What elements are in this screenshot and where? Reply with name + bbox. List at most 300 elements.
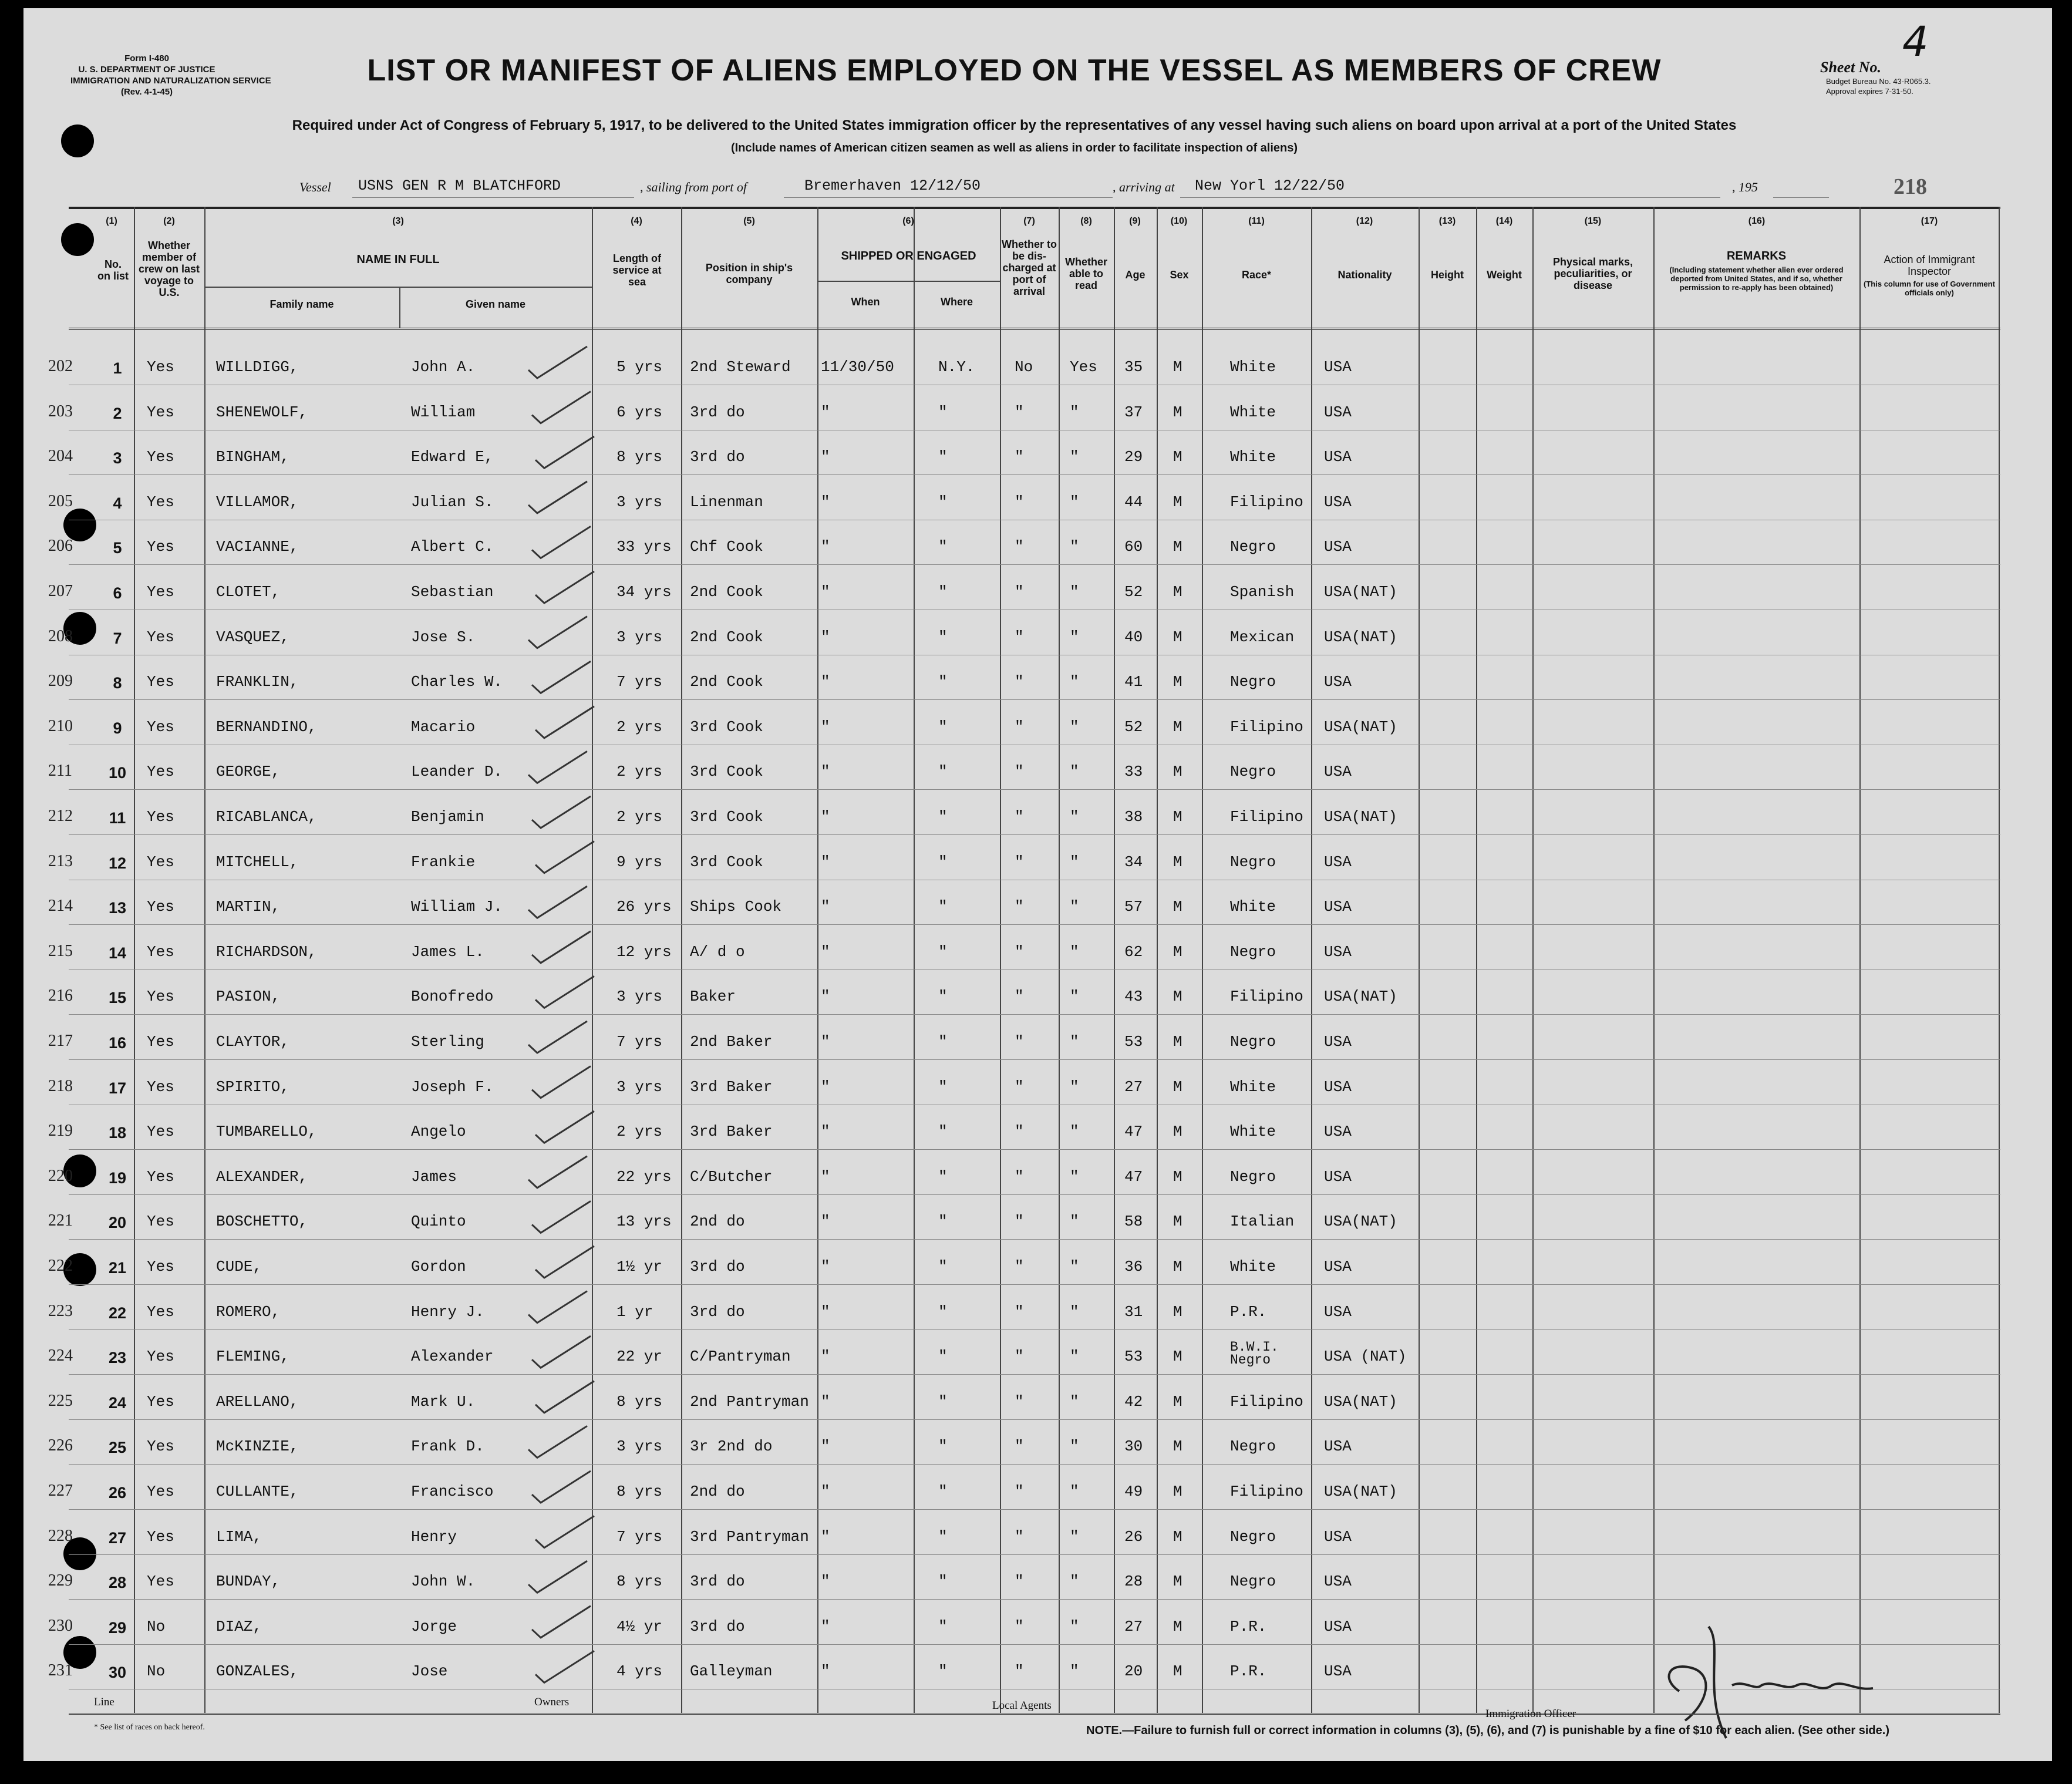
family-name-cell: GONZALES, [216, 1662, 299, 1681]
requirement-text: Required under Act of Congress of February 5, 1917, to be delivered to the United States immigration officer by the representatives of any vessel having such aliens on board upon arrival at a port of the United States [292, 117, 1737, 133]
position-cell: 3rd do [690, 1573, 745, 1591]
crew-cell: Yes [147, 1438, 174, 1456]
list-number: 29 [108, 1618, 127, 1637]
where-cell: " [938, 493, 948, 511]
line-number: 208 [48, 627, 73, 645]
sex-cell: M [1173, 1167, 1182, 1186]
position-cell: 3rd do [690, 1258, 745, 1275]
able-read-cell: " [1070, 853, 1079, 871]
service-cell: 12 yrs [616, 943, 672, 961]
crew-cell: Yes [147, 1527, 174, 1546]
hdr-no-on-list: No. on list [97, 258, 129, 282]
sex-cell: M [1173, 1348, 1182, 1366]
check-mark [532, 526, 591, 558]
family-name-cell: BERNANDINO, [216, 718, 317, 736]
discharged-cell: " [1015, 1078, 1024, 1096]
list-number: 12 [108, 854, 127, 872]
sex-cell: M [1173, 1033, 1182, 1051]
footer-officer-label: Immigration Officer [1485, 1708, 1576, 1720]
able-read-cell: " [1070, 673, 1079, 691]
discharged-cell: " [1015, 1483, 1024, 1500]
discharged-cell: " [1015, 718, 1024, 736]
hdr-sex: Sex [1170, 269, 1189, 281]
race-cell: Filipino [1230, 718, 1303, 736]
age-cell: 53 [1124, 1348, 1143, 1366]
hdr-family-name: Family name [269, 298, 334, 310]
hdr-remarks-note: (Including statement whether alien ever ordered deported from United States, and if so, whether permission to re-apply has been obtained) [1669, 265, 1844, 292]
hdr-age: Age [1125, 269, 1146, 281]
position-cell: 3rd Cook [690, 718, 763, 736]
check-mark [528, 1021, 587, 1053]
position-cell: 3rd Cook [690, 853, 763, 871]
sailing-label: , sailing from port of [640, 180, 747, 194]
race-cell: Filipino [1230, 1483, 1303, 1500]
sex-cell: M [1173, 538, 1182, 556]
service-cell: 8 yrs [616, 1392, 663, 1411]
able-read-cell: " [1070, 628, 1079, 646]
position-cell: 2nd Cook [690, 628, 763, 646]
nationality-cell: USA(NAT) [1324, 628, 1397, 646]
race-cell: Filipino [1230, 493, 1303, 511]
list-number: 13 [108, 899, 127, 917]
given-name-cell: Leander D. [411, 763, 503, 781]
list-number: 28 [108, 1574, 127, 1592]
service-cell: 7 yrs [616, 1033, 663, 1051]
hdr-where: Where [940, 296, 973, 308]
able-read-cell: " [1070, 493, 1079, 511]
age-cell: 52 [1124, 718, 1143, 736]
nationality-cell: USA [1324, 853, 1352, 871]
family-name-cell: SPIRITO, [216, 1078, 289, 1096]
sex-cell: M [1173, 583, 1182, 601]
able-read-cell: Yes [1070, 358, 1097, 376]
list-number: 4 [113, 494, 122, 512]
sex-cell: M [1173, 358, 1182, 376]
position-cell: Linenman [690, 493, 763, 511]
col-num-17: (17) [1921, 216, 1938, 226]
race-cell: Italian [1230, 1213, 1295, 1231]
crew-cell: Yes [147, 1258, 174, 1275]
check-mark [532, 796, 591, 828]
check-mark [532, 1471, 591, 1503]
able-read-cell: " [1070, 988, 1079, 1006]
when-cell: " [821, 898, 830, 916]
crew-cell: Yes [147, 808, 174, 826]
crew-cell: Yes [147, 1483, 174, 1500]
when-cell: " [821, 1527, 830, 1546]
discharged-cell: No [1015, 358, 1033, 376]
line-number: 231 [48, 1661, 73, 1680]
discharged-cell: " [1015, 1302, 1024, 1321]
hdr-physical: Physical marks, peculiarities, or disease [1552, 256, 1633, 291]
age-cell: 35 [1124, 358, 1143, 376]
crew-cell: Yes [147, 1167, 174, 1186]
list-number: 27 [108, 1529, 127, 1547]
line-number: 212 [48, 807, 73, 825]
hdr-race: Race* [1241, 269, 1272, 281]
where-cell: " [938, 1033, 948, 1051]
check-mark [532, 392, 591, 423]
family-name-cell: FRANKLIN, [216, 673, 299, 691]
list-number: 17 [108, 1079, 127, 1097]
race-cell: White [1230, 358, 1276, 376]
page-number: 218 [1894, 174, 1927, 199]
line-number: 220 [48, 1166, 73, 1185]
line-number: 221 [48, 1211, 73, 1230]
discharged-cell: " [1015, 1213, 1024, 1231]
check-mark [532, 931, 591, 963]
when-cell: " [821, 1302, 830, 1321]
given-name-cell: Sterling [411, 1033, 484, 1051]
nationality-cell: USA [1324, 1573, 1352, 1591]
crew-cell: Yes [147, 1573, 174, 1591]
discharged-cell: " [1015, 853, 1024, 871]
line-number: 225 [48, 1391, 73, 1410]
family-name-cell: ARELLANO, [216, 1392, 299, 1411]
service-cell: 34 yrs [616, 583, 672, 601]
line-number: 229 [48, 1571, 73, 1590]
when-cell: " [821, 493, 830, 511]
given-name-cell: James [411, 1167, 457, 1186]
service-cell: 8 yrs [616, 1483, 663, 1500]
hdr-remarks: REMARKS [1726, 250, 1787, 262]
discharged-cell: " [1015, 1348, 1024, 1366]
given-name-cell: Henry [411, 1527, 457, 1546]
discharged-cell: " [1015, 898, 1024, 916]
given-name-cell: John W. [411, 1573, 476, 1591]
family-name-cell: BOSCHETTO, [216, 1213, 308, 1231]
list-number: 20 [108, 1214, 127, 1232]
line-number: 203 [48, 402, 73, 420]
where-cell: " [938, 1392, 948, 1411]
race-cell: Filipino [1230, 1392, 1303, 1411]
family-name-cell: MARTIN, [216, 898, 281, 916]
list-number: 1 [113, 359, 122, 377]
include-note: (Include names of American citizen seamen as well as aliens in order to facilitate inspection of aliens) [730, 142, 1298, 154]
able-read-cell: " [1070, 403, 1079, 421]
col-num-13: (13) [1438, 216, 1456, 226]
line-number: 215 [48, 941, 73, 960]
age-cell: 38 [1124, 808, 1143, 826]
line-number: 205 [48, 492, 73, 510]
given-name-cell: Bonofredo [411, 988, 494, 1006]
check-mark [532, 1201, 591, 1233]
given-name-cell: Mark U. [411, 1392, 476, 1411]
where-cell: " [938, 1302, 948, 1321]
page-title: LIST OR MANIFEST OF ALIENS EMPLOYED ON THE VESSEL AS MEMBERS OF CREW [367, 53, 1662, 87]
family-name-cell: GEORGE, [216, 763, 281, 781]
sex-cell: M [1173, 943, 1182, 961]
nationality-cell: USA(NAT) [1324, 1392, 1397, 1411]
race-cell: Negro [1230, 1438, 1276, 1456]
service-cell: 9 yrs [616, 853, 663, 871]
family-name-cell: CULLANTE, [216, 1483, 299, 1500]
when-cell: " [821, 538, 830, 556]
age-cell: 37 [1124, 403, 1143, 421]
family-name-cell: MITCHELL, [216, 853, 299, 871]
list-number: 30 [108, 1664, 127, 1682]
hdr-height: Height [1431, 269, 1464, 281]
service-cell: 26 yrs [616, 898, 672, 916]
race-cell: Negro [1230, 1573, 1276, 1591]
col-num-2: (2) [163, 216, 175, 226]
line-number: 202 [48, 357, 73, 375]
check-mark [535, 571, 594, 603]
given-name-cell: Frankie [411, 853, 476, 871]
list-number: 16 [108, 1034, 127, 1052]
age-cell: 41 [1124, 673, 1143, 691]
when-cell: " [821, 1167, 830, 1186]
service-cell: 13 yrs [616, 1213, 672, 1231]
position-cell: 2nd Cook [690, 583, 763, 601]
list-number: 5 [113, 539, 122, 557]
family-name-cell: TUMBARELLO, [216, 1123, 317, 1141]
sex-cell: M [1173, 448, 1182, 466]
race-cell: Negro [1230, 853, 1276, 871]
discharged-cell: " [1015, 1438, 1024, 1456]
list-number: 23 [108, 1349, 127, 1367]
service-cell: 3 yrs [616, 493, 663, 511]
race-cell: P.R. [1230, 1302, 1267, 1321]
family-name-cell: CLAYTOR, [216, 1033, 289, 1051]
race-cell: P.R. [1230, 1662, 1267, 1681]
position-cell: Galleyman [690, 1662, 773, 1681]
hdr-position: Position in ship's company [705, 262, 793, 285]
when-cell: " [821, 1483, 830, 1500]
race-cell: Filipino [1230, 808, 1303, 826]
hdr-when: When [851, 296, 880, 308]
col-num-16: (16) [1748, 216, 1766, 226]
when-cell: " [821, 1662, 830, 1681]
nationality-cell: USA(NAT) [1324, 718, 1397, 736]
nationality-cell: USA [1324, 1617, 1352, 1635]
discharged-cell: " [1015, 673, 1024, 691]
given-name-cell: Benjamin [411, 808, 484, 826]
able-read-cell: " [1070, 1573, 1079, 1591]
age-cell: 52 [1124, 583, 1143, 601]
list-number: 26 [108, 1484, 127, 1502]
discharged-cell: " [1015, 808, 1024, 826]
races-note: * See list of races on back hereof. [94, 1723, 205, 1732]
family-name-cell: ALEXANDER, [216, 1167, 308, 1186]
service-cell: 3 yrs [616, 988, 663, 1006]
crew-cell: Yes [147, 538, 174, 556]
check-mark [535, 976, 594, 1008]
service-cell: 4½ yr [616, 1617, 663, 1635]
line-number: 210 [48, 716, 73, 735]
year-label: , 195 [1732, 180, 1758, 194]
when-cell: " [821, 1438, 830, 1456]
col-num-14: (14) [1495, 216, 1513, 226]
where-cell: " [938, 1348, 948, 1366]
hdr-action-note: (This column for use of Government officials only) [1864, 280, 1995, 297]
where-cell: " [938, 1662, 948, 1681]
col-num-4: (4) [631, 216, 642, 226]
able-read-cell: " [1070, 898, 1079, 916]
service-cell: 5 yrs [616, 358, 663, 376]
age-cell: 36 [1124, 1258, 1143, 1275]
age-cell: 31 [1124, 1302, 1143, 1321]
crew-cell: Yes [147, 853, 174, 871]
sex-cell: M [1173, 1213, 1182, 1231]
hdr-action: Action of Immigrant Inspector [1884, 254, 1975, 277]
race-cell: White [1230, 1078, 1276, 1096]
when-cell: " [821, 1348, 830, 1366]
family-name-cell: SHENEWOLF, [216, 403, 308, 421]
family-name-cell: FLEMING, [216, 1348, 289, 1366]
race-cell: P.R. [1230, 1617, 1267, 1635]
age-cell: 40 [1124, 628, 1143, 646]
given-name-cell: William [411, 403, 476, 421]
service-cell: 4 yrs [616, 1662, 663, 1681]
when-cell: " [821, 1033, 830, 1051]
service-cell: 7 yrs [616, 673, 663, 691]
col-num-1: (1) [106, 216, 117, 226]
list-number: 10 [108, 764, 127, 782]
crew-cell: Yes [147, 1033, 174, 1051]
service: IMMIGRATION AND NATURALIZATION SERVICE [70, 76, 271, 86]
list-number: 9 [113, 719, 122, 737]
sex-cell: M [1173, 673, 1182, 691]
line-number: 207 [48, 582, 73, 600]
crew-cell: Yes [147, 988, 174, 1006]
check-mark [535, 1111, 594, 1143]
when-cell: " [821, 988, 830, 1006]
sex-cell: M [1173, 1662, 1182, 1681]
given-name-cell: Angelo [411, 1123, 466, 1141]
list-number: 2 [113, 404, 122, 422]
check-mark [535, 1381, 594, 1413]
given-name-cell: Sebastian [411, 583, 494, 601]
check-mark [532, 1606, 591, 1638]
family-name-cell: CUDE, [216, 1258, 262, 1275]
able-read-cell: " [1070, 943, 1079, 961]
where-cell: " [938, 763, 948, 781]
crew-cell: Yes [147, 493, 174, 511]
line-number: 218 [48, 1076, 73, 1095]
position-cell: 3rd do [690, 403, 745, 421]
hdr-nationality: Nationality [1337, 269, 1392, 281]
service-cell: 3 yrs [616, 1078, 663, 1096]
position-cell: 3rd do [690, 448, 745, 466]
check-mark [528, 1426, 587, 1458]
age-cell: 49 [1124, 1483, 1143, 1500]
crew-cell: Yes [147, 448, 174, 466]
position-cell: A/ d o [690, 943, 745, 961]
when-cell: " [821, 1078, 830, 1096]
able-read-cell: " [1070, 1078, 1079, 1096]
check-mark [528, 482, 587, 513]
service-cell: 22 yr [616, 1348, 663, 1366]
given-name-cell: William J. [411, 898, 503, 916]
nationality-cell: USA [1324, 673, 1352, 691]
age-cell: 62 [1124, 943, 1143, 961]
nationality-cell: USA [1324, 763, 1352, 781]
nationality-cell: USA [1324, 538, 1352, 556]
nationality-cell: USA [1324, 448, 1352, 466]
sex-cell: M [1173, 1527, 1182, 1546]
crew-cell: Yes [147, 1348, 174, 1366]
hdr-name-in-full: NAME IN FULL [356, 253, 440, 266]
able-read-cell: " [1070, 583, 1079, 601]
hdr-whether-crew: Whether member of crew on last voyage to U.S. [138, 240, 200, 298]
nationality-cell: USA [1324, 1258, 1352, 1275]
where-cell: " [938, 673, 948, 691]
budget-number: Budget Bureau No. 43-R065.3. [1826, 77, 1931, 86]
hdr-discharged: Whether to be dis-charged at port of arrival [1002, 238, 1057, 297]
nationality-cell: USA [1324, 493, 1352, 511]
age-cell: 47 [1124, 1167, 1143, 1186]
check-mark [532, 1066, 591, 1098]
age-cell: 29 [1124, 448, 1143, 466]
position-cell: 2nd do [690, 1483, 745, 1500]
when-cell: " [821, 763, 830, 781]
given-name-cell: James L. [411, 943, 484, 961]
check-mark [535, 1516, 594, 1548]
able-read-cell: " [1070, 1527, 1079, 1546]
able-read-cell: " [1070, 538, 1079, 556]
discharged-cell: " [1015, 1033, 1024, 1051]
nationality-cell: USA(NAT) [1324, 1213, 1397, 1231]
able-read-cell: " [1070, 1302, 1079, 1321]
age-cell: 43 [1124, 988, 1143, 1006]
crew-cell: No [147, 1617, 166, 1635]
age-cell: 34 [1124, 853, 1143, 871]
crew-cell: Yes [147, 718, 174, 736]
given-name-cell: Albert C. [411, 538, 494, 556]
list-number: 21 [108, 1259, 127, 1277]
list-number: 7 [113, 629, 122, 647]
approval-expiry: Approval expires 7-31-50. [1826, 87, 1913, 96]
position-cell: 2nd Cook [690, 673, 763, 691]
line-number: 222 [48, 1257, 73, 1275]
family-name-cell: RICABLANCA, [216, 808, 317, 826]
given-name-cell: Julian S. [411, 493, 494, 511]
position-cell: 2nd Steward [690, 358, 791, 376]
given-name-cell: Charles W. [411, 673, 503, 691]
race-cell: B.W.I. Negro [1230, 1339, 1279, 1368]
position-cell: 3rd do [690, 1302, 745, 1321]
check-mark [535, 841, 594, 873]
vessel-label: Vessel [299, 180, 331, 194]
sex-cell: M [1173, 1123, 1182, 1141]
where-cell: " [938, 538, 948, 556]
family-name-cell: VILLAMOR, [216, 493, 299, 511]
sex-cell: M [1173, 898, 1182, 916]
check-mark [528, 886, 587, 918]
nationality-cell: USA [1324, 1033, 1352, 1051]
sex-cell: M [1173, 403, 1182, 421]
family-name-cell: RICHARDSON, [216, 943, 317, 961]
list-number: 6 [113, 584, 122, 602]
given-name-cell: Frank D. [411, 1438, 484, 1456]
service-cell: 2 yrs [616, 1123, 663, 1141]
col-num-11: (11) [1248, 216, 1265, 226]
where-cell: " [938, 448, 948, 466]
penalty-note: NOTE.—Failure to furnish full or correct information in columns (3), (5), (6), and (7) is punishable by a fine of $10 for each alien. (See other side.) [1086, 1724, 1889, 1737]
family-name-cell: PASION, [216, 988, 281, 1006]
race-cell: White [1230, 403, 1276, 421]
nationality-cell: USA(NAT) [1324, 988, 1397, 1006]
nationality-cell: USA [1324, 1123, 1352, 1141]
where-cell: " [938, 1438, 948, 1456]
col-num-10: (10) [1170, 216, 1188, 226]
crew-cell: Yes [147, 358, 174, 376]
when-cell: " [821, 943, 830, 961]
race-cell: White [1230, 1258, 1276, 1275]
crew-cell: Yes [147, 763, 174, 781]
where-cell: " [938, 1573, 948, 1591]
